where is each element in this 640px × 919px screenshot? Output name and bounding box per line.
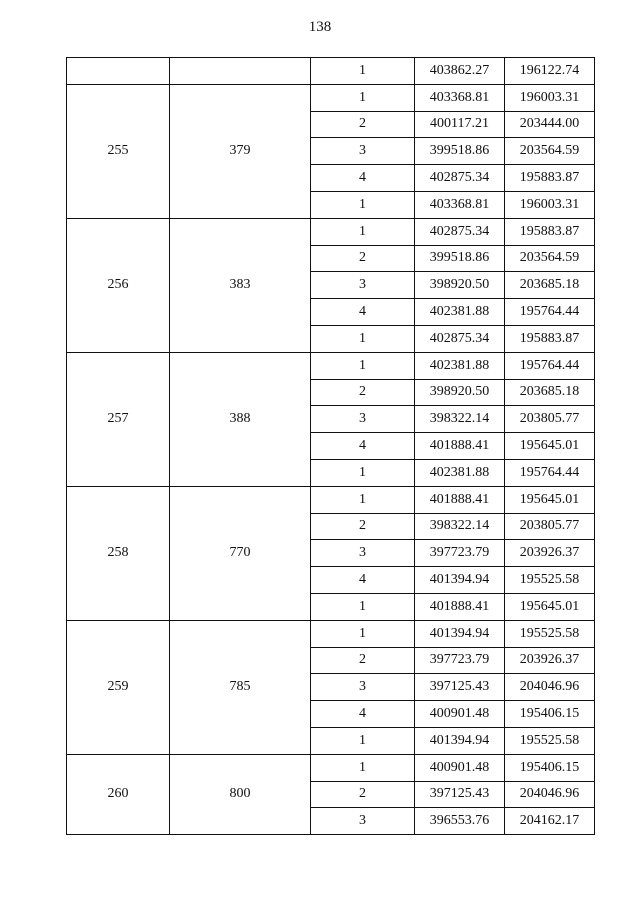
point-cell: 1 <box>311 754 415 781</box>
point-cell: 4 <box>311 567 415 594</box>
point-cell: 3 <box>311 138 415 165</box>
x-cell: 403862.27 <box>415 58 505 85</box>
number-cell: 379 <box>170 84 311 218</box>
x-cell: 397723.79 <box>415 647 505 674</box>
y-cell: 195645.01 <box>505 433 595 460</box>
y-cell: 195883.87 <box>505 218 595 245</box>
point-cell: 1 <box>311 486 415 513</box>
point-cell: 1 <box>311 459 415 486</box>
point-cell: 3 <box>311 674 415 701</box>
y-cell: 203564.59 <box>505 245 595 272</box>
id-cell: 256 <box>67 218 170 352</box>
point-cell: 2 <box>311 781 415 808</box>
point-cell: 2 <box>311 245 415 272</box>
y-cell: 195883.87 <box>505 165 595 192</box>
table-row <box>67 754 595 781</box>
point-cell: 1 <box>311 325 415 352</box>
point-cell: 1 <box>311 620 415 647</box>
y-cell: 195406.15 <box>505 701 595 728</box>
y-cell: 204046.96 <box>505 781 595 808</box>
y-cell: 195406.15 <box>505 754 595 781</box>
y-cell: 195525.58 <box>505 567 595 594</box>
number-cell: 785 <box>170 620 311 754</box>
x-cell: 397723.79 <box>415 540 505 567</box>
x-cell: 402381.88 <box>415 352 505 379</box>
y-cell: 196003.31 <box>505 191 595 218</box>
x-cell: 399518.86 <box>415 138 505 165</box>
point-cell: 1 <box>311 593 415 620</box>
x-cell: 403368.81 <box>415 84 505 111</box>
y-cell: 195525.58 <box>505 620 595 647</box>
x-cell: 401888.41 <box>415 593 505 620</box>
y-cell: 195764.44 <box>505 352 595 379</box>
point-cell: 3 <box>311 272 415 299</box>
x-cell: 401888.41 <box>415 486 505 513</box>
y-cell: 203564.59 <box>505 138 595 165</box>
x-cell: 402875.34 <box>415 165 505 192</box>
point-cell: 1 <box>311 58 415 85</box>
y-cell: 203805.77 <box>505 513 595 540</box>
point-cell: 2 <box>311 111 415 138</box>
x-cell: 398920.50 <box>415 272 505 299</box>
y-cell: 203444.00 <box>505 111 595 138</box>
point-cell: 1 <box>311 191 415 218</box>
x-cell: 402875.34 <box>415 325 505 352</box>
point-cell: 4 <box>311 165 415 192</box>
id-cell <box>67 58 170 85</box>
x-cell: 402875.34 <box>415 218 505 245</box>
y-cell: 195764.44 <box>505 299 595 326</box>
coordinates-table-body <box>67 58 595 835</box>
y-cell: 195645.01 <box>505 486 595 513</box>
number-cell <box>170 58 311 85</box>
point-cell: 1 <box>311 84 415 111</box>
id-cell: 259 <box>67 620 170 754</box>
page-number: 138 <box>308 19 332 35</box>
x-cell: 403368.81 <box>415 191 505 218</box>
x-cell: 398322.14 <box>415 406 505 433</box>
y-cell: 196003.31 <box>505 84 595 111</box>
x-cell: 400901.48 <box>415 754 505 781</box>
number-cell: 800 <box>170 754 311 834</box>
y-cell: 203805.77 <box>505 406 595 433</box>
table-row <box>67 486 595 513</box>
coordinates-table <box>66 57 595 835</box>
point-cell: 3 <box>311 406 415 433</box>
point-cell: 4 <box>311 299 415 326</box>
y-cell: 203685.18 <box>505 379 595 406</box>
number-cell: 383 <box>170 218 311 352</box>
x-cell: 402381.88 <box>415 299 505 326</box>
table-row <box>67 84 595 111</box>
point-cell: 1 <box>311 352 415 379</box>
y-cell: 195525.58 <box>505 727 595 754</box>
point-cell: 2 <box>311 379 415 406</box>
table-row <box>67 218 595 245</box>
y-cell: 195764.44 <box>505 459 595 486</box>
point-cell: 4 <box>311 701 415 728</box>
point-cell: 3 <box>311 540 415 567</box>
point-cell: 1 <box>311 218 415 245</box>
y-cell: 204162.17 <box>505 808 595 835</box>
x-cell: 401394.94 <box>415 567 505 594</box>
number-cell: 770 <box>170 486 311 620</box>
y-cell: 195883.87 <box>505 325 595 352</box>
y-cell: 203926.37 <box>505 540 595 567</box>
x-cell: 399518.86 <box>415 245 505 272</box>
x-cell: 396553.76 <box>415 808 505 835</box>
x-cell: 397125.43 <box>415 674 505 701</box>
x-cell: 400901.48 <box>415 701 505 728</box>
table-row <box>67 58 595 85</box>
id-cell: 255 <box>67 84 170 218</box>
point-cell: 2 <box>311 513 415 540</box>
x-cell: 398920.50 <box>415 379 505 406</box>
x-cell: 400117.21 <box>415 111 505 138</box>
x-cell: 401394.94 <box>415 620 505 647</box>
point-cell: 4 <box>311 433 415 460</box>
point-cell: 1 <box>311 727 415 754</box>
y-cell: 196122.74 <box>505 58 595 85</box>
y-cell: 204046.96 <box>505 674 595 701</box>
point-cell: 3 <box>311 808 415 835</box>
x-cell: 397125.43 <box>415 781 505 808</box>
y-cell: 203685.18 <box>505 272 595 299</box>
x-cell: 401394.94 <box>415 727 505 754</box>
id-cell: 260 <box>67 754 170 834</box>
x-cell: 398322.14 <box>415 513 505 540</box>
id-cell: 258 <box>67 486 170 620</box>
id-cell: 257 <box>67 352 170 486</box>
x-cell: 402381.88 <box>415 459 505 486</box>
table-row <box>67 352 595 379</box>
y-cell: 203926.37 <box>505 647 595 674</box>
point-cell: 2 <box>311 647 415 674</box>
number-cell: 388 <box>170 352 311 486</box>
table-row <box>67 620 595 647</box>
x-cell: 401888.41 <box>415 433 505 460</box>
y-cell: 195645.01 <box>505 593 595 620</box>
